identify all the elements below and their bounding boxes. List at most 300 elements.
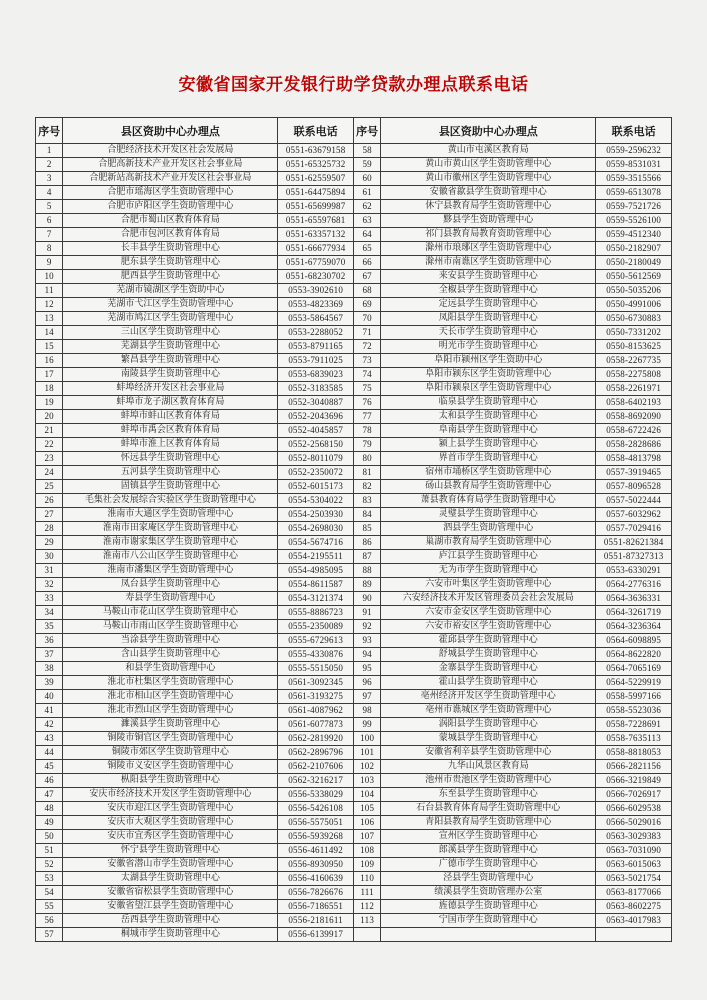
row-number: 68 [353, 284, 380, 298]
center-name: 淮南市潘集区学生资助管理中心 [63, 564, 278, 578]
row-number: 80 [353, 452, 380, 466]
center-name: 淮南市谢家集区学生资助管理中心 [63, 536, 278, 550]
phone-number: 0555-5515050 [278, 662, 354, 676]
row-number: 62 [353, 200, 380, 214]
row-number: 102 [353, 760, 380, 774]
row-number: 22 [36, 438, 63, 452]
row-number: 79 [353, 438, 380, 452]
row-number: 12 [36, 298, 63, 312]
phone-number: 0550-8153625 [596, 340, 672, 354]
phone-number: 0559-4512340 [596, 228, 672, 242]
row-number: 66 [353, 256, 380, 270]
phone-number: 0552-2043696 [278, 410, 354, 424]
row-number: 44 [36, 746, 63, 760]
center-name: 肥西县学生资助管理中心 [63, 270, 278, 284]
row-number: 17 [36, 368, 63, 382]
row-number: 23 [36, 452, 63, 466]
table-row [36, 900, 672, 914]
row-number: 100 [353, 732, 380, 746]
table-row [36, 578, 672, 592]
center-name: 绩溪县学生资助管理办公室 [381, 886, 596, 900]
phone-number: 0551-65597681 [278, 214, 354, 228]
phone-number: 0553-4823369 [278, 298, 354, 312]
phone-number [596, 928, 672, 942]
row-number: 64 [353, 228, 380, 242]
center-name: 蚌埠市蚌山区教育体育局 [63, 410, 278, 424]
phone-number: 0554-2195511 [278, 550, 354, 564]
center-name: 淮北市相山区学生资助管理中心 [63, 690, 278, 704]
center-name: 霍邱县学生资助管理中心 [381, 634, 596, 648]
phone-number: 0558-2267735 [596, 354, 672, 368]
center-name: 安庆市经济技术开发区学生资助管理中心 [63, 788, 278, 802]
row-number: 56 [36, 914, 63, 928]
center-name: 当涂县学生资助管理中心 [63, 634, 278, 648]
row-number: 49 [36, 816, 63, 830]
center-name: 太湖县学生资助管理中心 [63, 872, 278, 886]
center-name: 宁国市学生资助管理中心 [381, 914, 596, 928]
center-name: 六安市金安区学生资助管理中心 [381, 606, 596, 620]
row-number: 50 [36, 830, 63, 844]
center-name: 铜陵市铜官区学生资助管理中心 [63, 732, 278, 746]
center-name: 阜阳市颍州区学生资助中心 [381, 354, 596, 368]
center-name: 繁昌县学生资助管理中心 [63, 354, 278, 368]
row-number: 72 [353, 340, 380, 354]
phone-number: 0564-3261719 [596, 606, 672, 620]
center-name: 滁州市琅琊区学生资助管理中心 [381, 242, 596, 256]
row-number: 54 [36, 886, 63, 900]
row-number: 112 [353, 900, 380, 914]
row-number: 98 [353, 704, 380, 718]
table-row [36, 382, 672, 396]
row-number: 10 [36, 270, 63, 284]
center-name: 滁州市南谯区学生资助管理中心 [381, 256, 596, 270]
row-number: 31 [36, 564, 63, 578]
phone-number: 0556-7186551 [278, 900, 354, 914]
phone-number: 0559-7521726 [596, 200, 672, 214]
center-name: 安庆市宜秀区学生资助管理中心 [63, 830, 278, 844]
phone-number: 0563-6015063 [596, 858, 672, 872]
row-number: 67 [353, 270, 380, 284]
phone-number: 0558-7635113 [596, 732, 672, 746]
phone-number: 0552-3040887 [278, 396, 354, 410]
phone-number: 0554-3121374 [278, 592, 354, 606]
phone-number: 0559-6513078 [596, 186, 672, 200]
row-number: 63 [353, 214, 380, 228]
phone-number: 0562-3216217 [278, 774, 354, 788]
phone-number: 0551-63679158 [278, 144, 354, 158]
phone-number: 0556-5338029 [278, 788, 354, 802]
phone-number: 0552-3183585 [278, 382, 354, 396]
phone-number: 0554-2503930 [278, 508, 354, 522]
contact-table [35, 117, 672, 942]
col-header-phone: 联系电话 [596, 118, 672, 144]
center-name: 芜湖市镜湖区学生资助中心 [63, 284, 278, 298]
center-name: 明光市学生资助管理中心 [381, 340, 596, 354]
table-row [36, 410, 672, 424]
phone-number: 0566-2821156 [596, 760, 672, 774]
row-number: 93 [353, 634, 380, 648]
phone-number: 0551-63357132 [278, 228, 354, 242]
table-row [36, 480, 672, 494]
table-row [36, 592, 672, 606]
table-row [36, 452, 672, 466]
center-name: 亳州经济开发区学生资助管理中心 [381, 690, 596, 704]
phone-number: 0556-5939268 [278, 830, 354, 844]
phone-number: 0563-4017983 [596, 914, 672, 928]
phone-number: 0563-5021754 [596, 872, 672, 886]
row-number: 58 [353, 144, 380, 158]
center-name: 铜陵市义安区学生资助管理中心 [63, 760, 278, 774]
center-name: 铜陵市郊区学生资助管理中心 [63, 746, 278, 760]
center-name: 阜阳市颍东区学生资助管理中心 [381, 368, 596, 382]
phone-number: 0550-7331202 [596, 326, 672, 340]
center-name: 亳州市谯城区学生资助管理中心 [381, 704, 596, 718]
phone-number: 0556-2181611 [278, 914, 354, 928]
row-number: 26 [36, 494, 63, 508]
table-row [36, 466, 672, 480]
center-name: 砀山县教育局学生资助管理中心 [381, 480, 596, 494]
phone-number: 0566-7026917 [596, 788, 672, 802]
row-number: 69 [353, 298, 380, 312]
phone-number: 0554-5674716 [278, 536, 354, 550]
center-name: 凤阳县学生资助管理中心 [381, 312, 596, 326]
phone-number: 0556-5575051 [278, 816, 354, 830]
row-number: 95 [353, 662, 380, 676]
row-number: 53 [36, 872, 63, 886]
center-name: 三山区学生资助管理中心 [63, 326, 278, 340]
center-name: 宿州市埇桥区学生资助管理中心 [381, 466, 596, 480]
center-name: 青阳县教育局学生资助管理中心 [381, 816, 596, 830]
table-row [36, 746, 672, 760]
center-name: 九华山风景区教育局 [381, 760, 596, 774]
table-header-row [36, 118, 672, 144]
row-number: 16 [36, 354, 63, 368]
row-number: 96 [353, 676, 380, 690]
row-number: 81 [353, 466, 380, 480]
center-name: 蚌埠经济开发区社会事业局 [63, 382, 278, 396]
center-name: 阜阳市颍泉区学生资助管理中心 [381, 382, 596, 396]
phone-number: 0551-67759070 [278, 256, 354, 270]
phone-number: 0556-8930950 [278, 858, 354, 872]
row-number: 88 [353, 564, 380, 578]
center-name: 淮南市田家庵区学生资助管理中心 [63, 522, 278, 536]
row-number: 76 [353, 396, 380, 410]
center-name: 安徽省利辛县学生资助管理中心 [381, 746, 596, 760]
center-name: 毛集社会发展综合实验区学生资助管理中心 [63, 494, 278, 508]
row-number: 78 [353, 424, 380, 438]
table-row [36, 872, 672, 886]
phone-number: 0561-3193275 [278, 690, 354, 704]
phone-number: 0566-6029538 [596, 802, 672, 816]
phone-number: 0554-8611587 [278, 578, 354, 592]
phone-number: 0553-2288052 [278, 326, 354, 340]
row-number: 60 [353, 172, 380, 186]
center-name: 合肥市包河区教育体育局 [63, 228, 278, 242]
center-name: 淮北市杜集区学生资助管理中心 [63, 676, 278, 690]
table-row [36, 816, 672, 830]
phone-number: 0552-2568150 [278, 438, 354, 452]
row-number: 91 [353, 606, 380, 620]
row-number: 9 [36, 256, 63, 270]
row-number: 1 [36, 144, 63, 158]
center-name: 怀远县学生资助管理中心 [63, 452, 278, 466]
phone-number: 0556-4611492 [278, 844, 354, 858]
table-row [36, 214, 672, 228]
table-row [36, 298, 672, 312]
phone-number: 0566-5029016 [596, 816, 672, 830]
phone-number: 0555-4330876 [278, 648, 354, 662]
phone-number: 0558-2275808 [596, 368, 672, 382]
phone-number: 0557-5022444 [596, 494, 672, 508]
phone-number: 0562-2819920 [278, 732, 354, 746]
center-name: 固镇县学生资助管理中心 [63, 480, 278, 494]
row-number: 40 [36, 690, 63, 704]
phone-number: 0556-7826676 [278, 886, 354, 900]
center-name: 蚌埠市禹会区教育体育局 [63, 424, 278, 438]
center-name: 霍山县学生资助管理中心 [381, 676, 596, 690]
table-row [36, 256, 672, 270]
col-header-center: 县区资助中心办理点 [381, 118, 596, 144]
row-number: 107 [353, 830, 380, 844]
phone-number: 0557-7029416 [596, 522, 672, 536]
phone-number: 0550-5035206 [596, 284, 672, 298]
phone-number: 0551-62559507 [278, 172, 354, 186]
center-name: 萧县教育体育局学生资助管理中心 [381, 494, 596, 508]
row-number: 19 [36, 396, 63, 410]
phone-number: 0553-5864567 [278, 312, 354, 326]
center-name: 庐江县学生资助管理中心 [381, 550, 596, 564]
col-header-number: 序号 [353, 118, 380, 144]
phone-number: 0558-5997166 [596, 690, 672, 704]
table-row [36, 494, 672, 508]
phone-number: 0562-2107606 [278, 760, 354, 774]
row-number: 38 [36, 662, 63, 676]
row-number: 108 [353, 844, 380, 858]
phone-number: 0555-6729613 [278, 634, 354, 648]
center-name: 黄山市屯溪区教育局 [381, 144, 596, 158]
row-number: 70 [353, 312, 380, 326]
phone-number: 0551-65325732 [278, 158, 354, 172]
center-name: 黄山市黄山区学生资助管理中心 [381, 158, 596, 172]
row-number: 32 [36, 578, 63, 592]
center-name: 金寨县学生资助管理中心 [381, 662, 596, 676]
center-name: 马鞍山市雨山区学生资助管理中心 [63, 620, 278, 634]
table-row [36, 284, 672, 298]
center-name: 定远县学生资助管理中心 [381, 298, 596, 312]
phone-number: 0558-2828686 [596, 438, 672, 452]
center-name: 蚌埠市淮上区教育体育局 [63, 438, 278, 452]
row-number: 35 [36, 620, 63, 634]
phone-number: 0564-6098895 [596, 634, 672, 648]
center-name: 六安市裕安区学生资助管理中心 [381, 620, 596, 634]
center-name: 全椒县学生资助管理中心 [381, 284, 596, 298]
center-name: 马鞍山市花山区学生资助管理中心 [63, 606, 278, 620]
table-row [36, 858, 672, 872]
phone-number: 0555-2350089 [278, 620, 354, 634]
row-number: 27 [36, 508, 63, 522]
phone-number: 0559-5526100 [596, 214, 672, 228]
row-number: 65 [353, 242, 380, 256]
table-row [36, 774, 672, 788]
row-number: 7 [36, 228, 63, 242]
table-row [36, 354, 672, 368]
table-row [36, 564, 672, 578]
table-row [36, 788, 672, 802]
row-number: 45 [36, 760, 63, 774]
row-number: 13 [36, 312, 63, 326]
center-name: 界首市学生资助管理中心 [381, 452, 596, 466]
center-name: 濉溪县学生资助管理中心 [63, 718, 278, 732]
table-row [36, 620, 672, 634]
center-name: 含山县学生资助管理中心 [63, 648, 278, 662]
row-number: 3 [36, 172, 63, 186]
phone-number: 0554-5304022 [278, 494, 354, 508]
center-name: 安庆市大观区学生资助管理中心 [63, 816, 278, 830]
row-number: 11 [36, 284, 63, 298]
row-number: 30 [36, 550, 63, 564]
center-name: 肥东县学生资助管理中心 [63, 256, 278, 270]
row-number: 83 [353, 494, 380, 508]
row-number: 101 [353, 746, 380, 760]
page-title: 安徽省国家开发银行助学贷款办理点联系电话 [178, 75, 529, 95]
table-row [36, 886, 672, 900]
center-name: 宣州区学生资助管理中心 [381, 830, 596, 844]
center-name: 广德市学生资助管理中心 [381, 858, 596, 872]
phone-number: 0553-6330291 [596, 564, 672, 578]
phone-number: 0551-82621384 [596, 536, 672, 550]
phone-number: 0561-6077873 [278, 718, 354, 732]
phone-number: 0553-8791165 [278, 340, 354, 354]
center-name: 芜湖市鸠江区学生资助管理中心 [63, 312, 278, 326]
center-name: 岳西县学生资助管理中心 [63, 914, 278, 928]
table-row [36, 158, 672, 172]
row-number: 36 [36, 634, 63, 648]
center-name: 东至县学生资助管理中心 [381, 788, 596, 802]
row-number: 71 [353, 326, 380, 340]
phone-number: 0557-8096528 [596, 480, 672, 494]
table-row [36, 340, 672, 354]
row-number: 48 [36, 802, 63, 816]
phone-number: 0558-7228691 [596, 718, 672, 732]
center-name: 合肥高新技术产业开发区社会事业局 [63, 158, 278, 172]
row-number: 39 [36, 676, 63, 690]
row-number: 25 [36, 480, 63, 494]
table-row [36, 424, 672, 438]
phone-number: 0564-8622820 [596, 648, 672, 662]
center-name: 阜南县学生资助管理中心 [381, 424, 596, 438]
phone-number: 0564-3236364 [596, 620, 672, 634]
phone-number: 0558-6722426 [596, 424, 672, 438]
center-name: 巢湖市教育局学生资助管理中心 [381, 536, 596, 550]
row-number: 6 [36, 214, 63, 228]
row-number: 42 [36, 718, 63, 732]
center-name: 灵璧县学生资助管理中心 [381, 508, 596, 522]
center-name: 长丰县学生资助管理中心 [63, 242, 278, 256]
col-header-center: 县区资助中心办理点 [63, 118, 278, 144]
center-name: 枞阳县学生资助管理中心 [63, 774, 278, 788]
table-row [36, 186, 672, 200]
table-row [36, 172, 672, 186]
row-number: 77 [353, 410, 380, 424]
phone-number: 0550-4991006 [596, 298, 672, 312]
center-name: 安徽省潜山市学生资助管理中心 [63, 858, 278, 872]
center-name: 天长市学生资助管理中心 [381, 326, 596, 340]
phone-number: 0558-8818053 [596, 746, 672, 760]
center-name: 凤台县学生资助管理中心 [63, 578, 278, 592]
row-number: 47 [36, 788, 63, 802]
phone-number: 0551-65699987 [278, 200, 354, 214]
table-row [36, 676, 672, 690]
center-name: 无为市学生资助管理中心 [381, 564, 596, 578]
row-number: 15 [36, 340, 63, 354]
row-number: 46 [36, 774, 63, 788]
row-number: 110 [353, 872, 380, 886]
center-name: 安庆市迎江区学生资助管理中心 [63, 802, 278, 816]
row-number: 86 [353, 536, 380, 550]
phone-number: 0564-2776316 [596, 578, 672, 592]
center-name: 芜湖县学生资助管理中心 [63, 340, 278, 354]
center-name: 六安经济技术开发区管理委员会社会发展局 [381, 592, 596, 606]
phone-number: 0558-2261971 [596, 382, 672, 396]
center-name: 南陵县学生资助管理中心 [63, 368, 278, 382]
row-number: 103 [353, 774, 380, 788]
row-number: 97 [353, 690, 380, 704]
center-name: 郎溪县学生资助管理中心 [381, 844, 596, 858]
center-name: 芜湖市弋江区学生资助管理中心 [63, 298, 278, 312]
center-name: 黄山市徽州区学生资助管理中心 [381, 172, 596, 186]
phone-number: 0550-5612569 [596, 270, 672, 284]
row-number: 5 [36, 200, 63, 214]
center-name: 安徽省宿松县学生资助管理中心 [63, 886, 278, 900]
row-number: 33 [36, 592, 63, 606]
table-row [36, 242, 672, 256]
table-row [36, 200, 672, 214]
center-name: 五河县学生资助管理中心 [63, 466, 278, 480]
phone-number: 0563-8177066 [596, 886, 672, 900]
row-number: 84 [353, 508, 380, 522]
center-name: 淮南市大通区学生资助管理中心 [63, 508, 278, 522]
center-name: 寿县学生资助管理中心 [63, 592, 278, 606]
phone-number: 0566-3219849 [596, 774, 672, 788]
phone-number: 0550-2180049 [596, 256, 672, 270]
center-name: 桐城市学生资助管理中心 [63, 928, 278, 942]
center-name: 太和县学生资助管理中心 [381, 410, 596, 424]
table-row [36, 648, 672, 662]
row-number: 43 [36, 732, 63, 746]
row-number: 94 [353, 648, 380, 662]
table-row [36, 914, 672, 928]
phone-number: 0551-87327313 [596, 550, 672, 564]
phone-number: 0554-2698030 [278, 522, 354, 536]
phone-number: 0552-6015173 [278, 480, 354, 494]
row-number: 73 [353, 354, 380, 368]
center-name: 石台县教育体育局学生资助管理中心 [381, 802, 596, 816]
center-name: 旌德县学生资助管理中心 [381, 900, 596, 914]
row-number: 41 [36, 704, 63, 718]
row-number: 29 [36, 536, 63, 550]
table-row [36, 536, 672, 550]
table-row [36, 508, 672, 522]
table-row [36, 634, 672, 648]
row-number: 24 [36, 466, 63, 480]
row-number: 4 [36, 186, 63, 200]
center-name: 安徽省歙县学生资助管理中心 [381, 186, 596, 200]
center-name: 颍上县学生资助管理中心 [381, 438, 596, 452]
table-row [36, 662, 672, 676]
row-number: 90 [353, 592, 380, 606]
table-row [36, 270, 672, 284]
row-number: 85 [353, 522, 380, 536]
